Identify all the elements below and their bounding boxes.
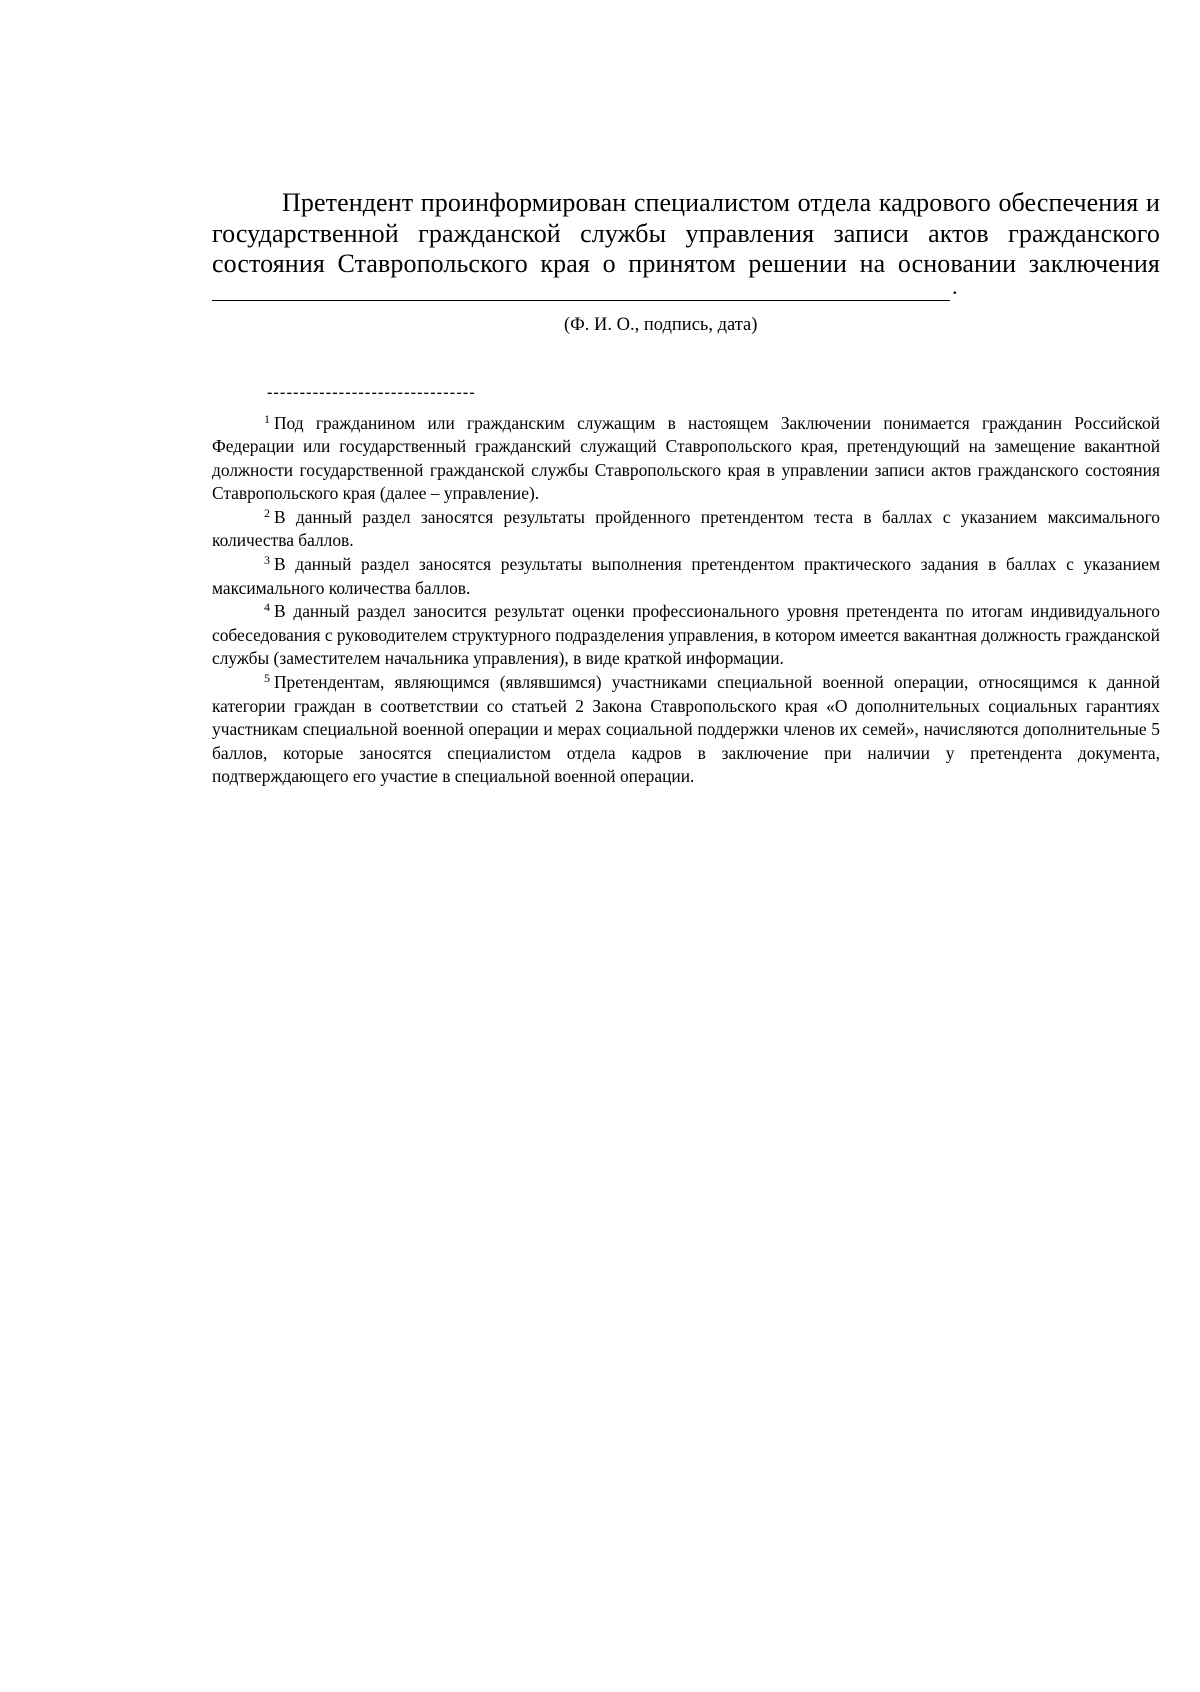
informed-paragraph bbox=[212, 188, 1160, 280]
footnote-4 bbox=[212, 600, 1160, 671]
footnote-mark-4: 4 bbox=[264, 600, 270, 615]
footnote-5 bbox=[212, 671, 1160, 789]
footnote-text-3: В данный раздел заносятся результаты выполнения претендентом практического задания в баллах с указанием максимального количества баллов. bbox=[212, 554, 1160, 598]
footnote-text-1: Под гражданином или гражданским служащим в настоящем Заключении понимается гражданин Российской Федерации или государственный гражданский служащий Ставропольского края, претендующий на замещение вакантной должности государственной гражданской службы Ставропольского края в управлении записи актов гражданского состояния Ставропольского края (далее – управление). bbox=[212, 412, 1160, 504]
footnote-mark-5: 5 bbox=[264, 671, 270, 686]
signature-caption: (Ф. И. О., подпись, дата) bbox=[564, 314, 758, 335]
signature-line bbox=[212, 300, 950, 301]
footnote-text-4: В данный раздел заносится результат оценки профессионального уровня претендента по итогам индивидуального собеседования с руководителем структурного подразделения управления, в котором имеется вакантная должность гражданской службы (заместителем начальника управления), в виде краткой информации. bbox=[212, 601, 1160, 669]
informed-paragraph-last-word: заключения bbox=[1028, 249, 1160, 278]
signature-row bbox=[212, 273, 1160, 310]
footnote-text-5: Претендентам, являющимся (являвшимся) участниками специальной военной операции, относящимся к данной категории граждан в соответствии со статьей 2 Закона Ставропольского края «О дополнительных социальных гарантиях участникам специальной военной операции и мерах социальной поддержки членов их семей», начисляются дополнительные 5 баллов, которые заносятся специалистом отдела кадров в заключение при наличии у претендента документа, подтверждающего его участие в специальной военной операции. bbox=[212, 672, 1160, 787]
document-page bbox=[212, 188, 1160, 789]
footnote-separator: -------------------------------- bbox=[267, 383, 476, 401]
footnote-3 bbox=[212, 553, 1160, 600]
footnote-mark-3: 3 bbox=[264, 553, 270, 568]
informed-paragraph-text: Претендент проинформирован специалистом отдела кадрового обеспечения и государственной гражданской службы управления записи актов гражданского состояния Ставропольского края о принятом решении на основании bbox=[212, 188, 1160, 278]
footnote-mark-2: 2 bbox=[264, 505, 270, 520]
footnote-mark-1: 1 bbox=[264, 411, 270, 426]
signature-dot: . bbox=[952, 273, 958, 299]
footnote-1 bbox=[212, 412, 1160, 506]
footnote-text-2: В данный раздел заносятся результаты пройденного претендентом теста в баллах с указанием максимального количества баллов. bbox=[212, 506, 1160, 551]
footnote-2 bbox=[212, 506, 1160, 553]
footnotes bbox=[212, 412, 1160, 790]
